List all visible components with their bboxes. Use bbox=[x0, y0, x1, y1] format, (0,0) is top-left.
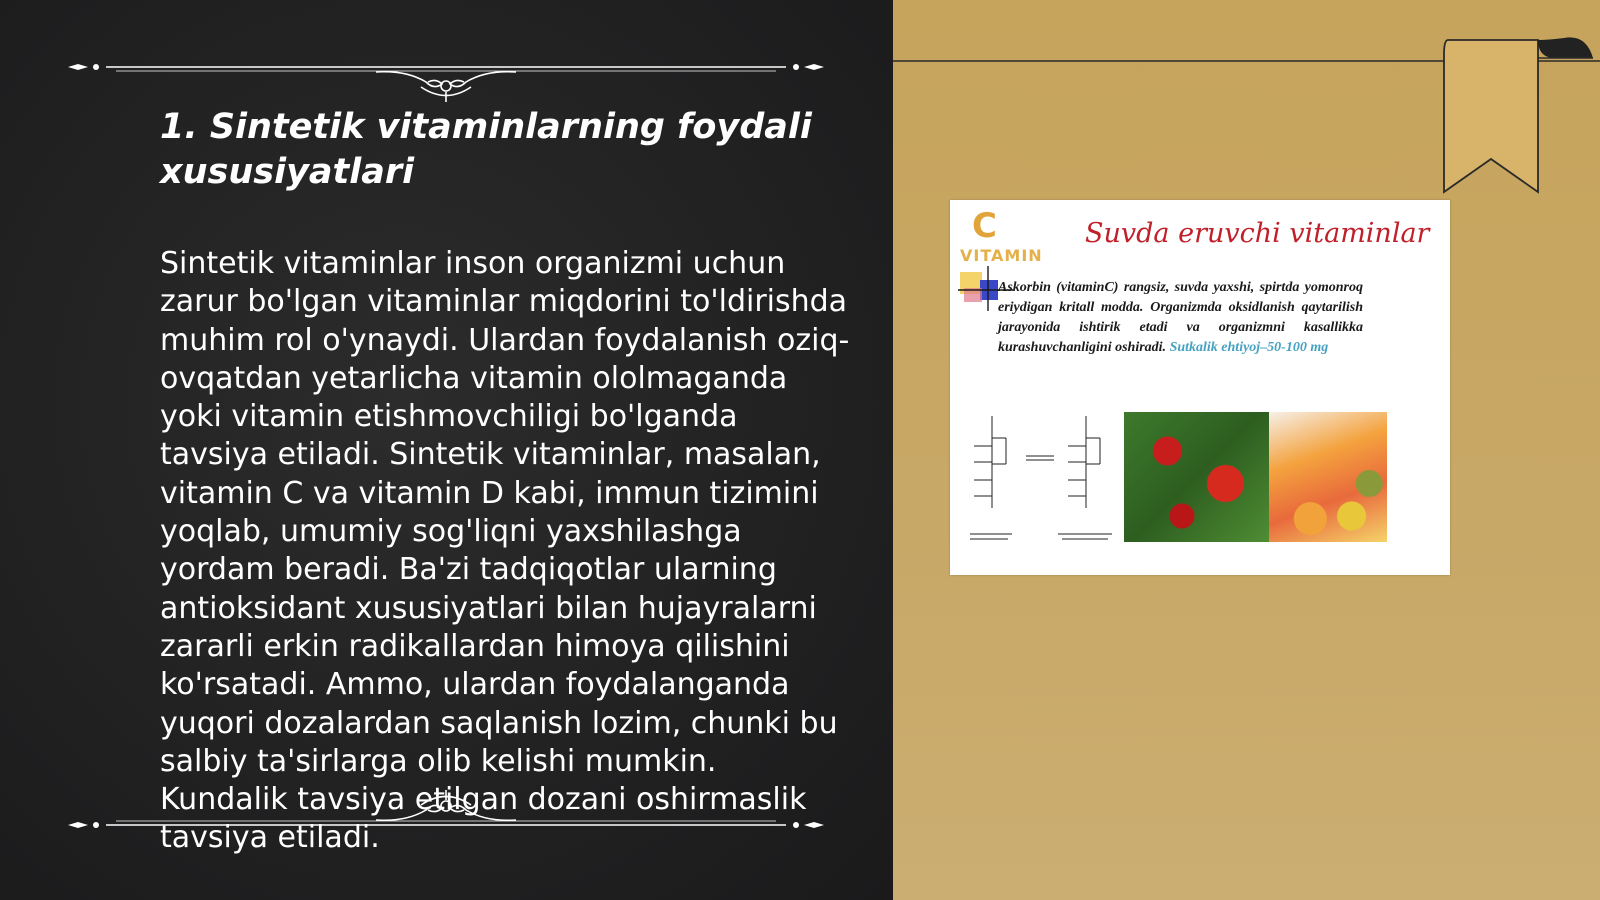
peppers-photo bbox=[1124, 412, 1269, 542]
fruits-juice-photo bbox=[1269, 412, 1387, 542]
right-panel bbox=[893, 0, 1600, 900]
vitamin-logo-word: VITAMIN bbox=[960, 246, 1043, 265]
picture-paragraph: Askorbin (vitaminC) rangsiz, suvda yaxshi, spirtda yomonroq eriydigan kritall modda. Organizmda oksidlanish qaytarilish jarayonida ishtirik etadi va organizmni kasallikka kurashuvchanligini oshiradi. bbox=[998, 280, 1363, 355]
picture-highlight: Sutkalik ehtiyoj–50-100 mg bbox=[1169, 340, 1329, 355]
slide-title: 1. Sintetik vitaminlarning foydali xususiyatlari bbox=[160, 107, 812, 192]
picture-text bbox=[998, 278, 1363, 358]
top-ornament-icon bbox=[66, 42, 826, 102]
picture-title: Suvda eruvchi vitaminlar bbox=[1085, 218, 1430, 249]
ascorbic-acid-formula-icon bbox=[962, 408, 1119, 548]
vitamin-c-picture bbox=[950, 200, 1450, 575]
bottom-ornament-icon bbox=[66, 788, 826, 848]
vitamin-c-logo-letter: C bbox=[972, 206, 997, 246]
bookmark-ribbon-icon bbox=[1418, 34, 1598, 204]
slide-body-text: Sintetik vitaminlar inson organizmi uchun zarur bo'lgan vitaminlar miqdorini to'ldirishda muhim rol o'ynaydi. Ulardan foydalanish oziq-ovqatdan yetarlicha vitamin ololmaganda yoki vitamin etishmovchiligi bo'lganda tavsiya etiladi. Sintetik vitaminlar, masalan, vitamin C va vitamin D kabi, immun tizimini yoqlab, umumiy sog'liqni yaxshilashga yordam beradi. Ba'zi tadqiqotlar ularning antioksidant xususiyatlari bilan hujayralarni zararli erkin radikallardan himoya qilishini ko'rsatadi. Ammo, ulardan foydalanganda yuqori dozalardan saqlanish lozim, chunki bu salbiy ta'sirlarga olib kelishi mumkin. Kundalik tavsiya etilgan dozani oshirmaslik tavsiya etiladi. bbox=[160, 246, 850, 856]
